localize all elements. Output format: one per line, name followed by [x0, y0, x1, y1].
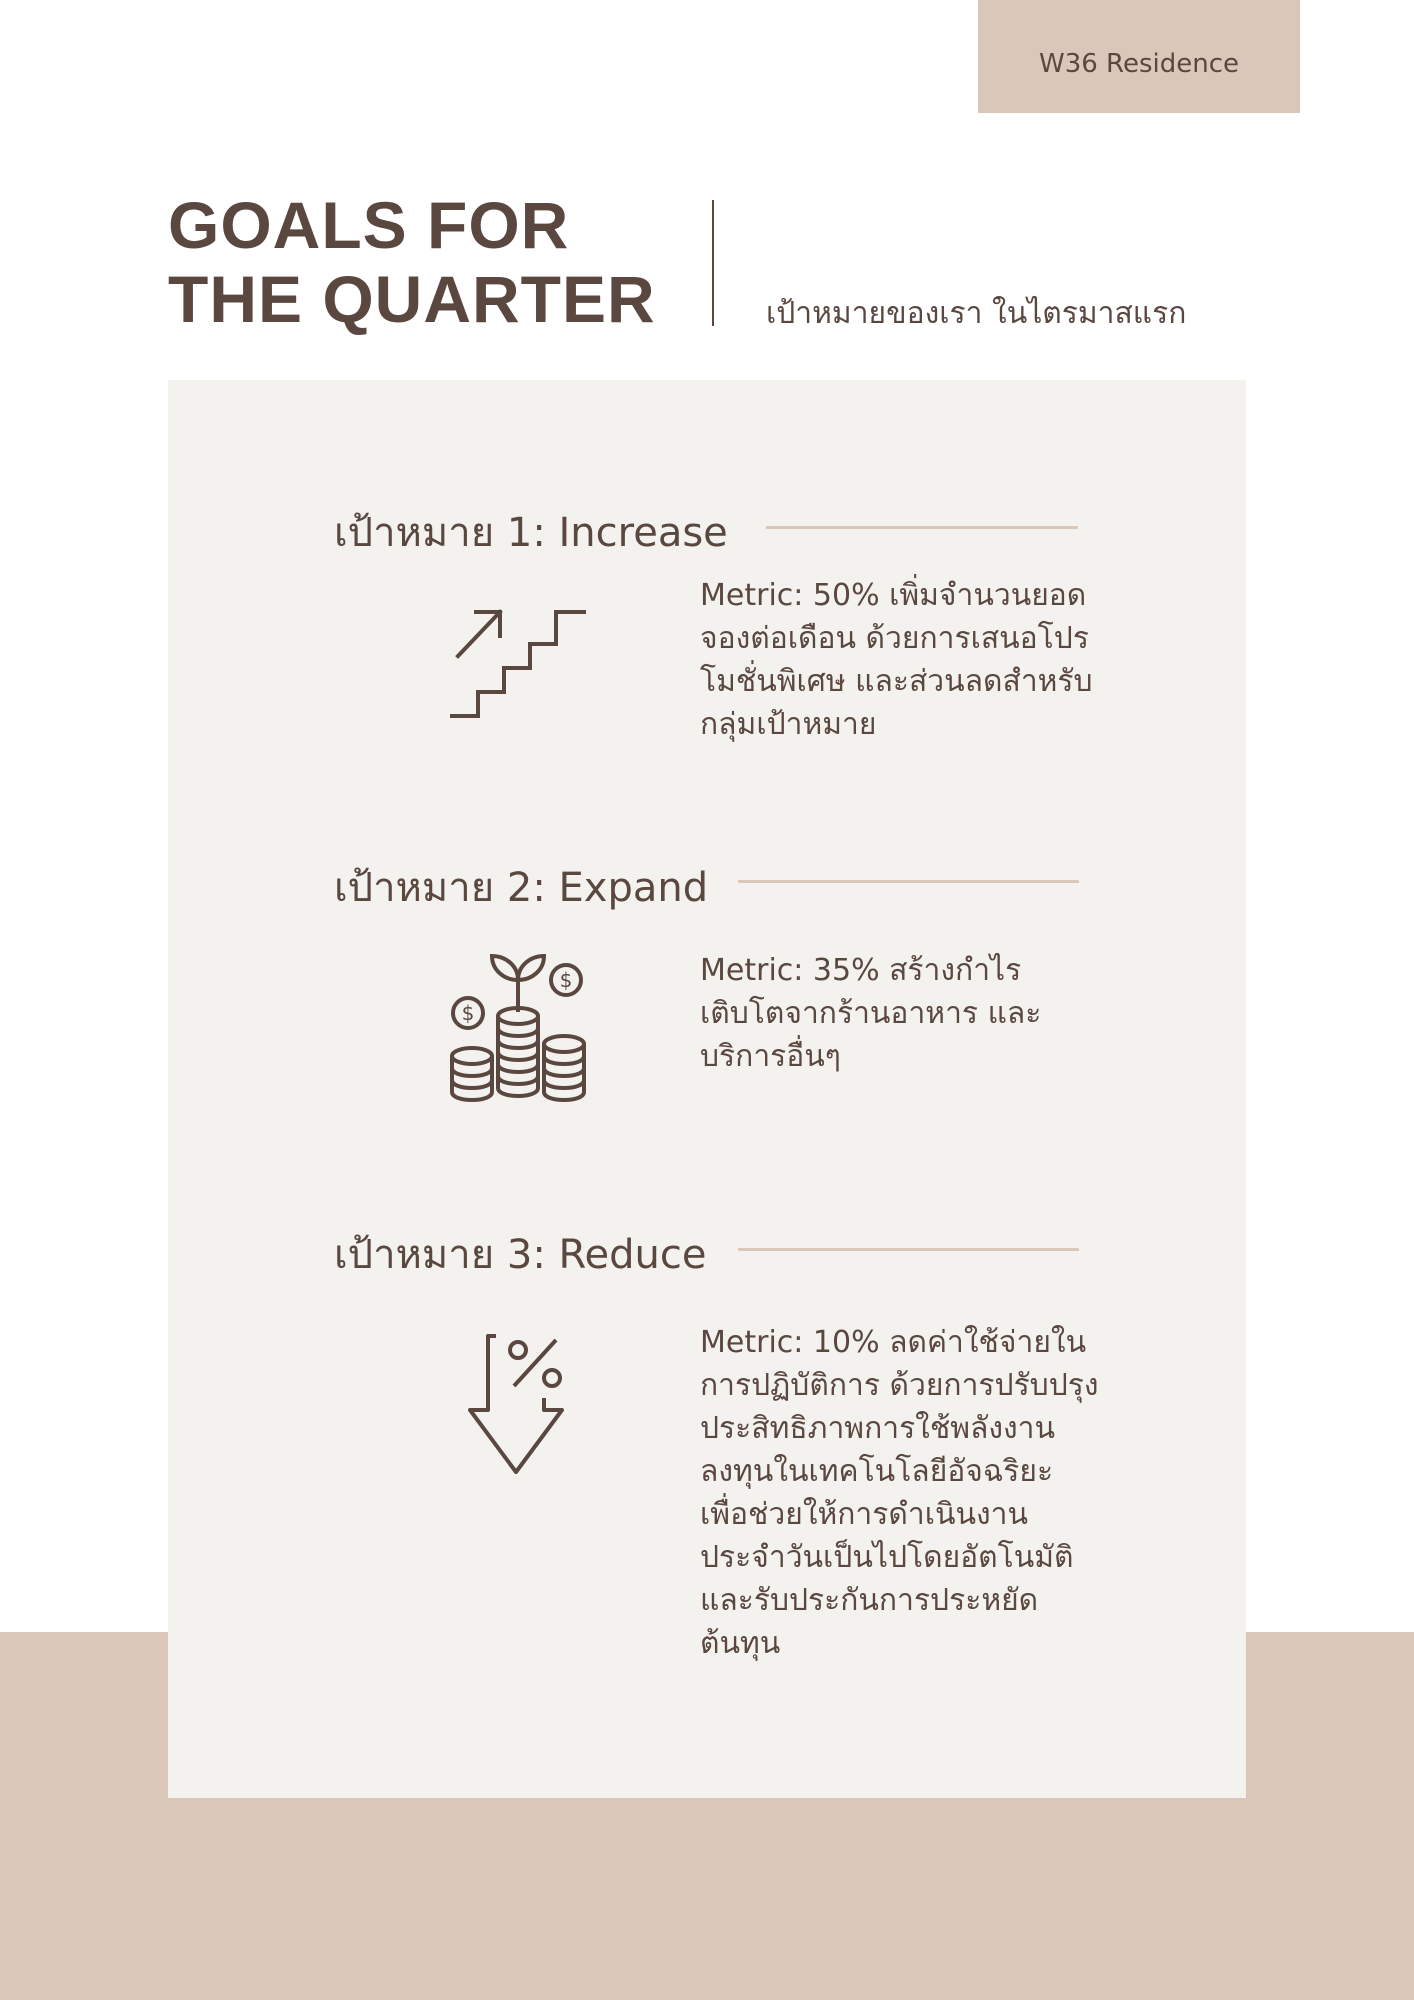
coins-growth-icon — [448, 950, 588, 1102]
page-subtitle: เป้าหมายของเรา ในไตรมาสแรก — [766, 296, 1187, 331]
goal-1-metric: Metric: 50% เพิ่มจำนวนยอดจองต่อเดือน ด้วยการเสนอโปรโมชั่นพิเศษ และส่วนลดสำหรับกลุ่มเป้าหมาย — [700, 578, 1093, 742]
goal-1-heading: เป้าหมาย 1: Increase — [334, 510, 728, 556]
goal-2-heading: เป้าหมาย 2: Expand — [334, 865, 709, 911]
goal-3-heading: เป้าหมาย 3: Reduce — [334, 1232, 707, 1278]
svg-text:$: $ — [461, 1001, 475, 1025]
title-line-2: THE QUARTER — [168, 262, 656, 336]
title-line-1: GOALS FOR — [168, 188, 570, 262]
brand-name: W36 Residence — [1039, 48, 1239, 79]
svg-text:$: $ — [559, 968, 573, 992]
title-divider — [712, 200, 714, 326]
goal-3-metric: Metric: 10% ลดค่าใช้จ่ายในการปฏิบัติการ ด้วยการปรับปรุงประสิทธิภาพการใช้พลังงาน ลงทุนในเทคโนโลยีอัจฉริยะเพื่อช่วยให้การดำเนินงานประจำวันเป็นไปโดยอัตโนมัติ และรับประกันการประหยัดต้นทุน — [700, 1325, 1099, 1661]
page-title — [168, 188, 688, 336]
goal-2-rule — [738, 880, 1079, 883]
goal-1-rule — [766, 526, 1078, 529]
percent-down-arrow-icon — [466, 1332, 576, 1477]
brand-tag — [978, 0, 1300, 113]
stairs-arrow-up-icon — [448, 602, 588, 722]
goal-3-rule — [738, 1248, 1079, 1251]
goal-2-metric: Metric: 35% สร้างกำไรเติบโตจากร้านอาหาร และบริการอื่นๆ — [700, 953, 1042, 1074]
